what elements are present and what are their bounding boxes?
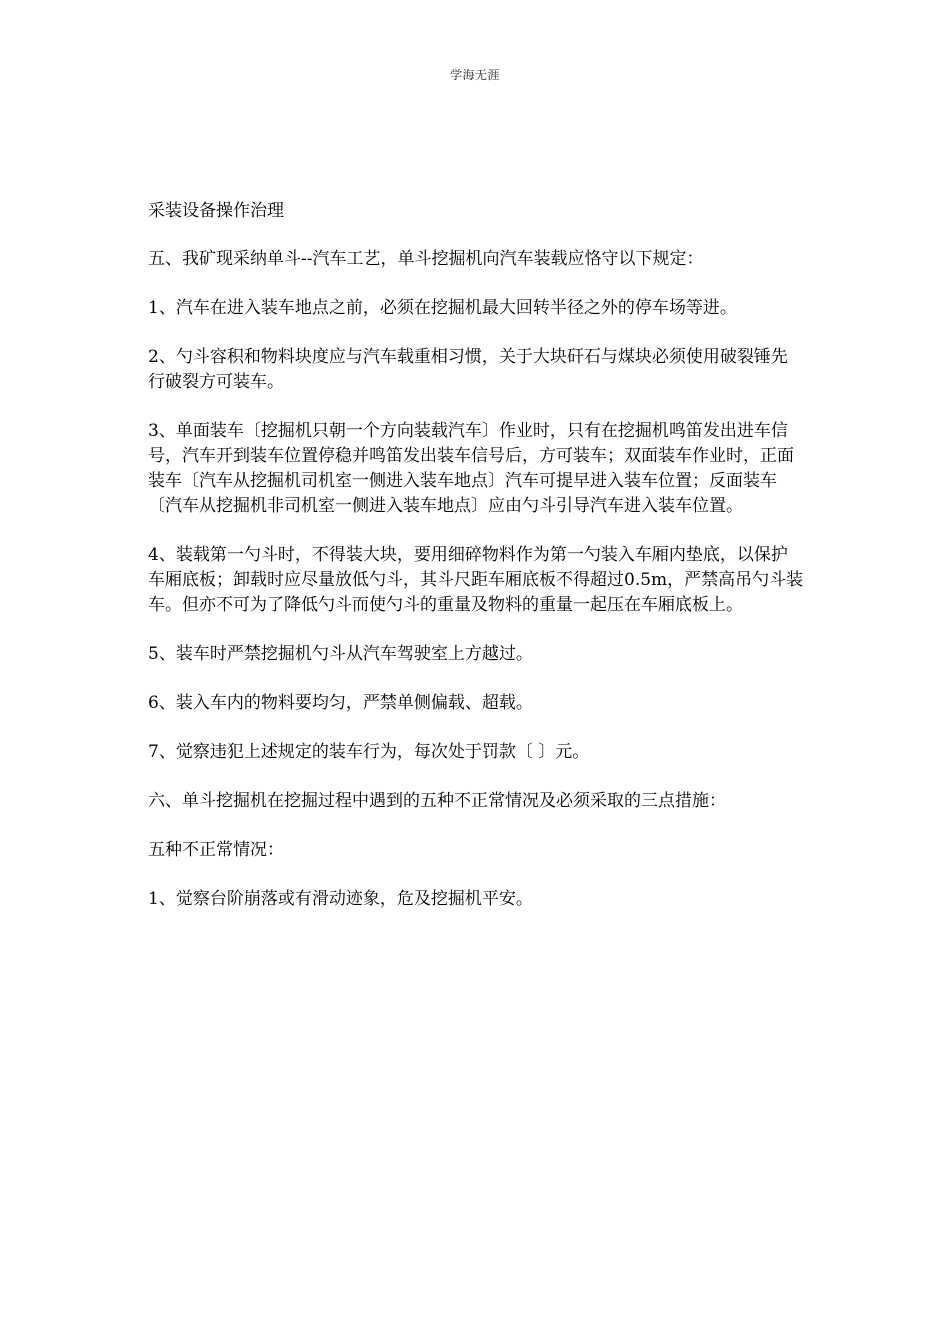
rule-item-1: 1、汽车在进入装车地点之前，必须在挖掘机最大回转半径之外的停车场等进。 xyxy=(148,298,737,318)
rule-item-5: 5、装车时严禁挖掘机勺斗从汽车驾驶室上方越过。 xyxy=(148,644,533,664)
subheading-abnormal-situations: 五种不正常情况： xyxy=(148,840,284,860)
document-body xyxy=(148,199,804,936)
section-heading-6: 六、单斗挖掘机在挖掘过程中遇到的五种不正常情况及必须采取的三点措施： xyxy=(148,791,726,811)
rule-item-2: 2、勺斗容积和物料块度应与汽车载重相习惯，关于大块矸石与煤块必须使用破裂锤先行破裂方可装车。 xyxy=(148,347,788,392)
rule-item-7: 7、觉察违犯上述规定的装车行为，每次处于罚款〔 〕元。 xyxy=(148,742,590,762)
rule-item-6: 6、装入车内的物料要均匀，严禁单侧偏载、超载。 xyxy=(148,693,533,713)
situation-item-1: 1、觉察台阶崩落或有滑动迹象，危及挖掘机平安。 xyxy=(148,889,533,909)
document-title: 采装设备操作治理 xyxy=(148,201,284,221)
rule-item-4: 4、装载第一勺斗时，不得装大块，要用细碎物料作为第一勺装入车厢内垫底，以保护车厢底板；卸载时应尽量放低勺斗，其斗尺距车厢底板不得超过0.5m，严禁高吊勺斗装车。但亦不可为了降低勺斗而使勺斗的重量及物料的重量一起压在车厢底板上。 xyxy=(148,545,804,615)
section-heading-5: 五、我矿现采纳单斗--汽车工艺，单斗挖掘机向汽车装载应恪守以下规定： xyxy=(148,249,704,269)
rule-item-3: 3、单面装车〔挖掘机只朝一个方向装载汽车〕作业时，只有在挖掘机鸣笛发出进车信号，汽车开到装车位置停稳并鸣笛发出装车信号后，方可装车；双面装车作业时，正面装车〔汽车从挖掘机司机室一侧进入装车地点〕汽车可提早进入装车位置；反面装车〔汽车从挖掘机非司机室一侧进入装车地点〕应由勺斗引导汽车进入装车位置。 xyxy=(148,421,794,516)
page-header: 学海无涯 xyxy=(449,68,500,82)
